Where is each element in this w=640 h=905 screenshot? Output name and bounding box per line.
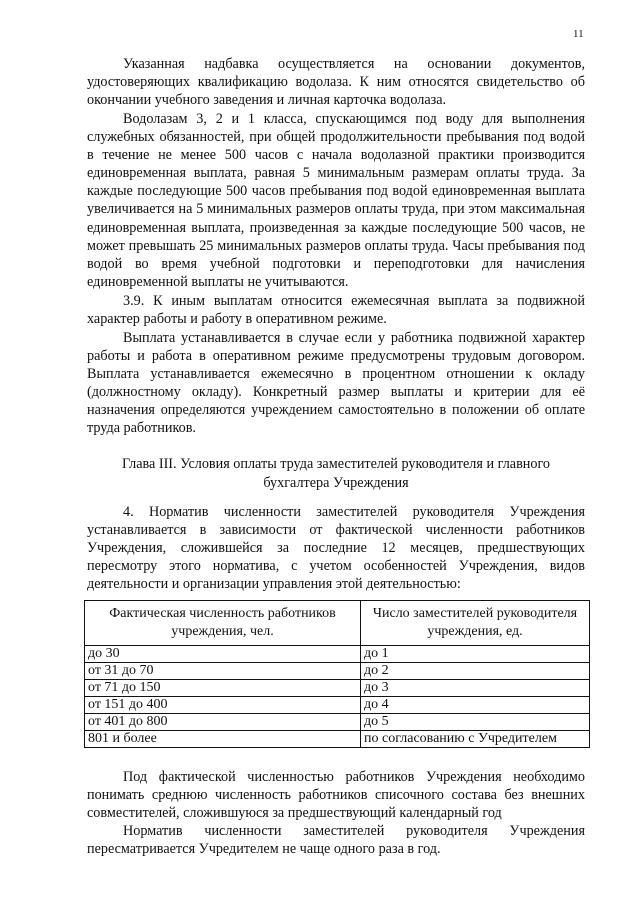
table-row xyxy=(85,714,590,731)
paragraph-qualification-documents: Указанная надбавка осуществляется на основании документов, удостоверяющих квалификацию водолаза. К ним относятся свидетельство об окончании учебного заведения и личная карточка водолаза. xyxy=(87,56,585,109)
table-cell-employees: от 71 до 150 xyxy=(85,680,361,697)
chapter-heading-line-1: Глава III. Условия оплаты труда заместителей руководителя и главного xyxy=(121,456,551,472)
paragraph-3-9-other-payments: 3.9. К иным выплатам относится ежемесячная выплата за подвижной характер работы и работу в оперативном режиме. xyxy=(87,293,585,328)
table-cell-deputies: по согласованию с Учредителем xyxy=(361,731,590,748)
table-cell-deputies: до 3 xyxy=(361,680,590,697)
table-cell-deputies: до 2 xyxy=(361,663,590,680)
table-cell-employees: от 401 до 800 xyxy=(85,714,361,731)
table-row xyxy=(85,646,590,663)
chapter-heading-line-2: бухгалтера Учреждения xyxy=(263,475,409,491)
table-cell-employees: от 31 до 70 xyxy=(85,663,361,680)
table-row xyxy=(85,731,590,748)
table-row xyxy=(85,697,590,714)
paragraph-norm-review: Норматив численности заместителей руководителя Учреждения пересматривается Учредителем не чаще одного раза в год. xyxy=(87,823,585,858)
table-row xyxy=(85,663,590,680)
table-cell-employees: от 151 до 400 xyxy=(85,697,361,714)
table-header-cell: Фактическая численность работников учреждения, чел. xyxy=(85,601,361,646)
page-number: 11 xyxy=(573,28,584,40)
table-cell-deputies: до 5 xyxy=(361,714,590,731)
table-cell-deputies: до 4 xyxy=(361,697,590,714)
paragraph-diver-payment: Водолазам 3, 2 и 1 класса, спускающимся под воду для выполнения служебных обязанностей, при общей продолжительности пребывания под водой в течение не менее 500 часов с начала водолазной практики производится единовременная выплата, равная 5 минимальным размерам оплаты труда. За каждые последующие 500 часов пребывания под водой единовременная выплата увеличивается на 5 минимальных размеров оплаты труда, при этом максимальная единовременная выплата, произведенная за каждые последующие 500 часов, не может превышать 25 минимальных размеров оплаты труда. Часы пребывания под водой во время учебной подготовки и переподготовки для начисления единовременной выплаты не учитываются. xyxy=(87,111,585,290)
paragraph-actual-headcount: Под фактической численностью работников Учреждения необходимо понимать среднюю численность работников списочного состава без внешних совместителей, сложившуюся за предшествующий календарный год xyxy=(87,769,585,822)
table-header-row xyxy=(85,601,590,646)
paragraph-4-deputy-norm: 4. Норматив численности заместителей руководителя Учреждения устанавливается в зависимости от фактической численности работников Учреждения, сложившейся за последние 12 месяцев, предшествующих пересмотру этого норматива, с учетом особенностей Учреждения, видов деятельности и организации управления этой деятельностью: xyxy=(87,504,585,593)
paragraph-payment-conditions: Выплата устанавливается в случае если у работника подвижной характер работы и работа в оперативном режиме предусмотрены трудовым договором. Выплата устанавливается ежемесячно в процентном отношении к окладу (должностному окладу). Конкретный размер выплаты и критерии для её назначения определяются учреждением самостоятельно в положении об оплате труда работников. xyxy=(87,330,585,437)
table-cell-employees: до 30 xyxy=(85,646,361,663)
table-row xyxy=(85,680,590,697)
table-header-cell: Число заместителей руководителя учреждения, ед. xyxy=(361,601,590,646)
table-cell-deputies: до 1 xyxy=(361,646,590,663)
table-cell-employees: 801 и более xyxy=(85,731,361,748)
deputy-norm-table xyxy=(84,600,590,748)
